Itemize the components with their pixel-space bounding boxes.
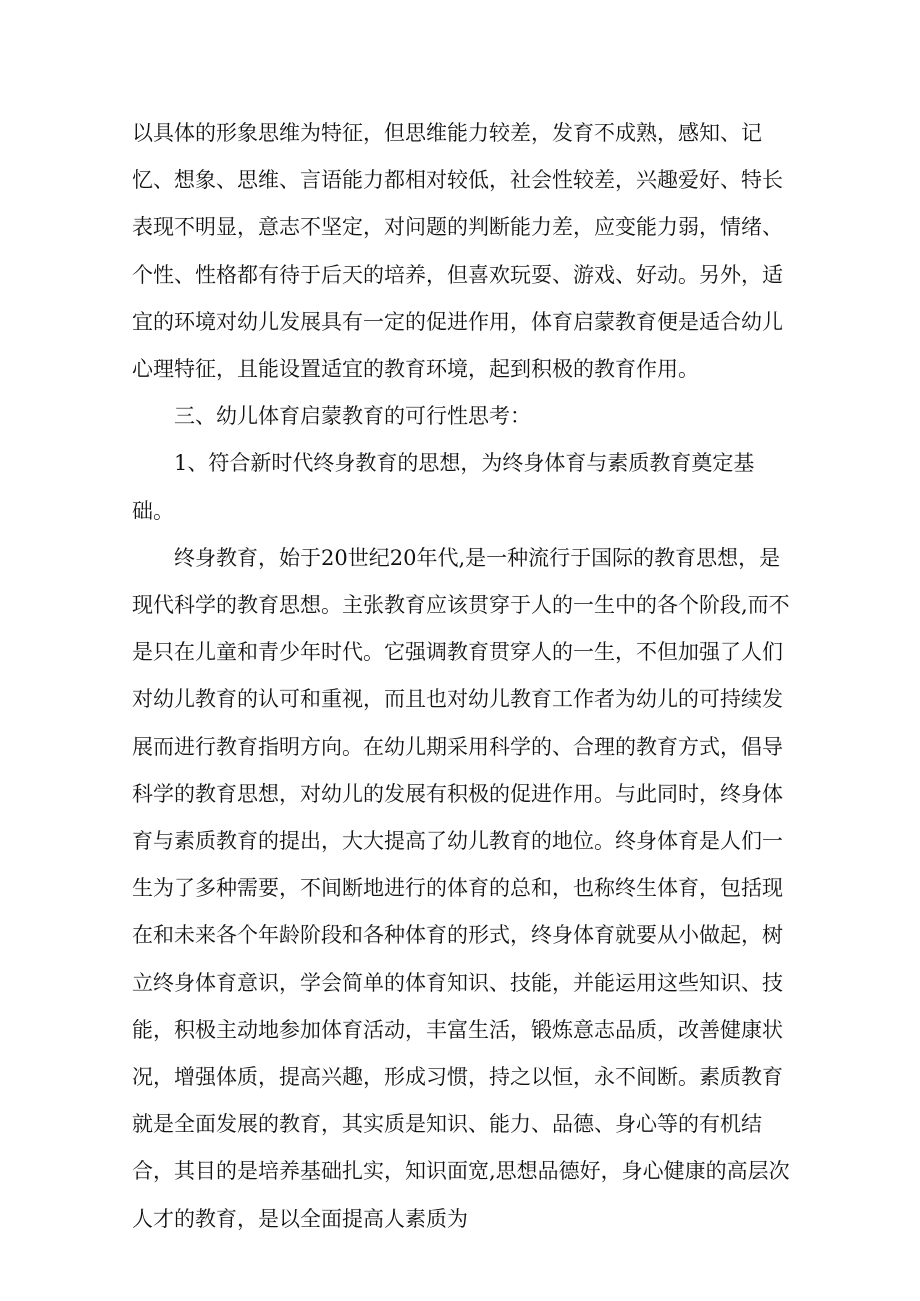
section-heading: 三、幼儿体育启蒙教育的可行性思考：	[174, 404, 531, 429]
subsection-heading: 1、符合新时代终身教育的思想，为终身体育与素质教育奠定基础。	[132, 451, 755, 523]
body-text	[132, 110, 796, 1243]
paragraph-continuation: 以具体的形象思维为特征，但思维能力较差，发育不成熟，感知、记忆、想象、思维、言语能力都相对较低，社会性较差，兴趣爱好、特长表现不明显，意志不坚定，对问题的判断能力差，应变能力弱，情绪、个性、性格都有待于后天的培养，但喜欢玩耍、游戏、好动。另外，适宜的环境对幼儿发展具有一定的促进作用，体育启蒙教育便是适合幼儿心理特征，且能设置适宜的教育环境，起到积极的教育作用。	[132, 121, 783, 382]
paragraph-lifelong-education: 终身教育，始于20世纪20年代,是一种流行于国际的教育思想，是现代科学的教育思想。主张教育应该贯穿于人的一生中的各个阶段,而不是只在儿童和青少年时代。它强调教育贯穿人的一生，不但加强了人们对幼儿教育的认可和重视，而且也对幼儿教育工作者为幼儿的可持续发展而进行教育指明方向。在幼儿期采用科学的、合理的教育方式，倡导科学的教育思想，对幼儿的发展有积极的促进作用。与此同时，终身体育与素质教育的提出，大大提高了幼儿教育的地位。终身体育是人们一生为了多种需要，不间断地进行的体育的总和，也称终生体育，包括现在和未来各个年龄阶段和各种体育的形式，终身体育就要从小做起，树立终身体育意识，学会简单的体育知识、技能，并能运用这些知识、技能，积极主动地参加体育活动，丰富生活，锻炼意志品质，改善健康状况，增强体质，提高兴趣，形成习惯，持之以恒，永不间断。素质教育就是全面发展的教育，其实质是知识、能力、品德、身心等的有机结合，其目的是培养基础扎实，知识面宽,思想品德好，身心健康的高层次人才的教育，是以全面提高人素质为	[132, 545, 790, 1231]
